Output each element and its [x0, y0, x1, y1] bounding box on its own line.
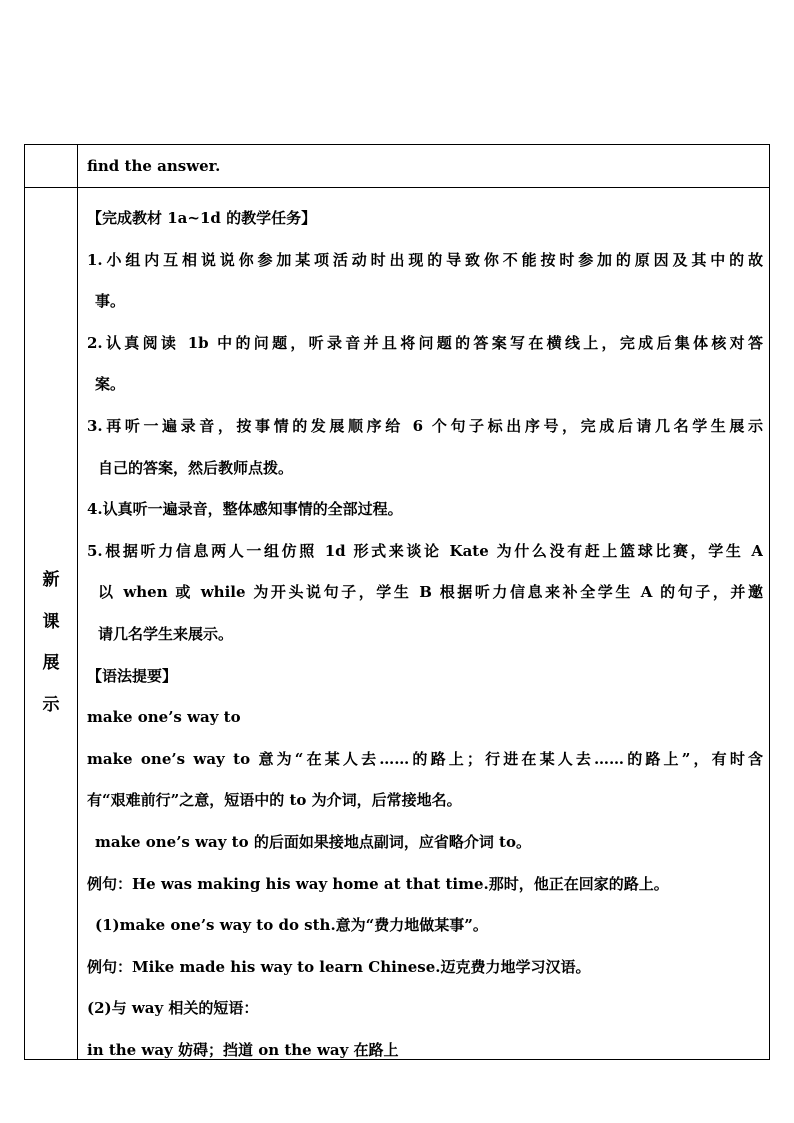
- task-item-2-cont: 案。: [95, 375, 126, 394]
- table-row-new-lesson: [25, 187, 769, 1059]
- task-item-4: 4.认真听一遍录音，整体感知事情的全部过程。: [87, 500, 403, 519]
- content-cell-main: [78, 188, 769, 1059]
- section-label-cell: [25, 188, 78, 1059]
- task-item-5: 5.根据听力信息两人一组仿照 1d 形式来谈论 Kate 为什么没有赶上篮球比赛，学生 A: [87, 541, 763, 560]
- grammar-usage-2: (2)与 way 相关的短语：: [87, 999, 259, 1018]
- task-item-3: 3.再听一遍录音，按事情的发展顺序给 6 个句子标出序号，完成后请几名学生展示: [87, 416, 763, 435]
- section-label: [25, 560, 77, 726]
- section-label-char: 新: [42, 570, 60, 590]
- label-cell-empty: [25, 145, 78, 187]
- grammar-usage-1: (1)make one’s way to do sth.意为“费力地做某事”。: [95, 916, 488, 935]
- task-item-5-cont-2: 请几名学生来展示。: [98, 624, 234, 643]
- task-item-1-cont: 事。: [95, 292, 126, 311]
- task-item-2: 2.认真阅读 1b 中的问题，听录音并且将问题的答案写在横线上，完成后集体核对答: [87, 333, 763, 352]
- grammar-meaning-cont: 有“艰难前行”之意，短语中的 to 为介词，后常接地名。: [87, 791, 462, 810]
- grammar-heading: 【语法提要】: [87, 666, 178, 685]
- section-label-char: 示: [42, 694, 60, 715]
- task-heading: 【完成教材 1a~1d 的教学任务】: [87, 209, 317, 227]
- table-row-top: [25, 145, 769, 187]
- example-sentence-1: 例句：He was making his way home at that time.那时，他正在回家的路上。: [87, 874, 669, 893]
- grammar-note: make one’s way to 的后面如果接地点副词，应省略介词 to。: [95, 832, 531, 851]
- related-phrases: in the way 妨碍；挡道 on the way 在路上: [87, 1040, 399, 1059]
- content-cell-top: [78, 145, 769, 187]
- top-row-text: find the answer.: [87, 157, 221, 175]
- grammar-meaning: make one’s way to 意为“在某人去……的路上；行进在某人去……的路上”，有时含: [87, 749, 763, 768]
- task-item-3-cont: 自己的答案，然后教师点拨。: [98, 458, 294, 477]
- section-label-char: 展: [42, 653, 60, 673]
- section-label-char: 课: [42, 611, 60, 632]
- task-item-5-cont: 以 when 或 while 为开头说句子，学生 B 根据听力信息来补全学生 A 的句子，并邀: [98, 583, 763, 602]
- grammar-phrase: make one’s way to: [87, 708, 241, 727]
- task-item-1: 1.小组内互相说说你参加某项活动时出现的导致你不能按时参加的原因及其中的故: [87, 250, 763, 269]
- lesson-table: [24, 144, 770, 1060]
- example-sentence-2: 例句：Mike made his way to learn Chinese.迈克费力地学习汉语。: [87, 957, 591, 976]
